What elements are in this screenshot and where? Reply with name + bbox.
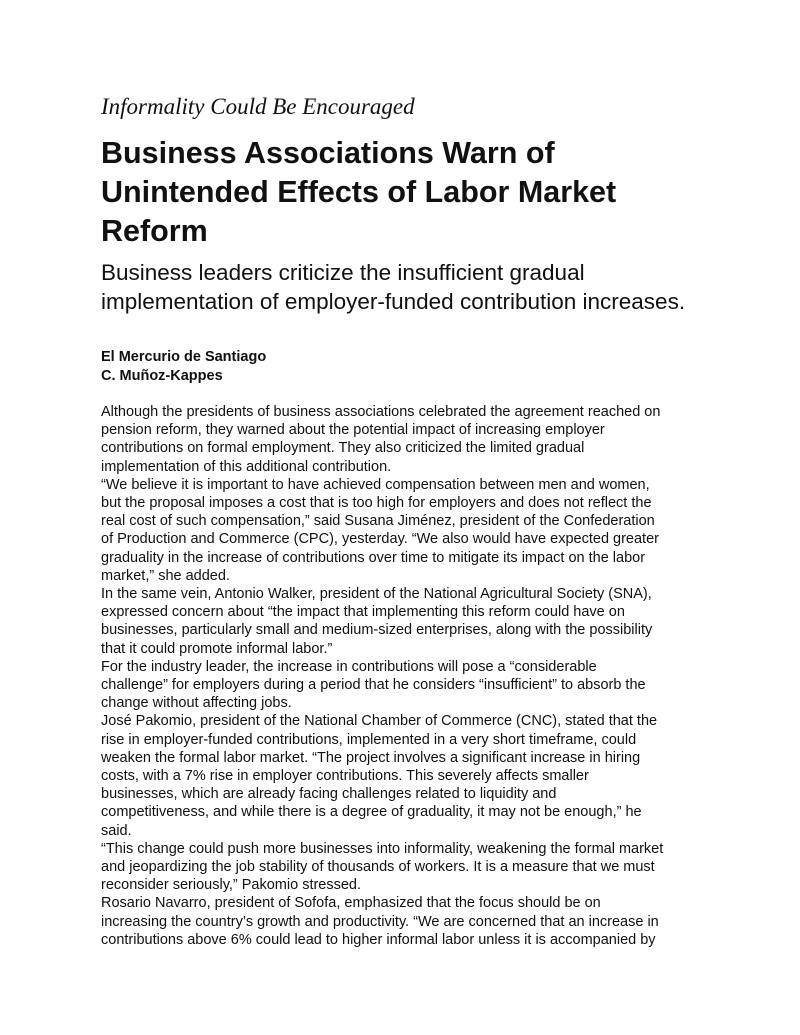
article-body [101,403,705,949]
body-line: businesses, which are already facing challenges related to liquidity and [101,786,557,803]
body-line: graduality in the increase of contributions over time to mitigate its impact on the labor [101,549,646,566]
subheadline-line: implementation of employer-funded contribution increases. [101,289,686,314]
body-line: real cost of such compensation,” said Susana Jiménez, president of the Confederation [101,513,655,530]
body-line: pension reform, they warned about the potential impact of increasing employer [101,422,605,439]
article-subheadline [101,258,711,316]
body-line: costs, with a 7% rise in employer contributions. This severely affects smaller [101,768,589,785]
body-line: but the proposal imposes a cost that is too high for employers and does not reflect the [101,495,652,512]
body-line: In the same vein, Antonio Walker, president of the National Agricultural Society (SNA), [101,586,652,603]
body-line: reconsider seriously,” Pakomio stressed. [101,877,362,894]
body-line: said. [101,822,132,839]
headline-line: Business Associations Warn of [101,136,555,170]
body-line: weaken the formal labor market. “The project involves a significant increase in hiring [101,749,641,766]
body-line: rise in employer-funded contributions, implemented in a very short timeframe, could [101,731,637,748]
body-line: of Production and Commerce (CPC), yesterday. “We also would have expected greater [101,531,659,548]
body-line: market,” she added. [101,567,230,584]
article-byline [101,348,266,386]
body-line: competitiveness, and while there is a degree of graduality, it may not be enough,” he [101,804,642,821]
body-line: José Pakomio, president of the National Chamber of Commerce (CNC), stated that the [101,713,658,730]
body-line: Rosario Navarro, president of Sofofa, emphasized that the focus should be on [101,895,601,912]
body-line: contributions above 6% could lead to higher informal labor unless it is accompanied by [101,931,656,948]
body-line: “This change could push more businesses into informality, weakening the formal market [101,840,664,857]
article-kicker: Informality Could Be Encouraged [101,94,415,119]
body-line: contributions on formal employment. They also criticized the limited gradual [101,440,585,457]
body-line: implementation of this additional contribution. [101,458,392,475]
headline-line: Reform [101,214,208,248]
author-name: C. Muñoz-Kappes [101,368,223,384]
article-headline [101,134,705,251]
body-line: increasing the country’s growth and productivity. “We are concerned that an increase in [101,913,659,930]
subheadline-line: Business leaders criticize the insufficient gradual [101,260,585,285]
body-line: expressed concern about “the impact that implementing this reform could have on [101,604,625,621]
body-line: challenge” for employers during a period that he considers “insufficient” to absorb the [101,677,646,694]
source-name: El Mercurio de Santiago [101,349,267,365]
body-line: For the industry leader, the increase in contributions will pose a “considerable [101,658,597,675]
body-line: and jeopardizing the job stability of thousands of workers. It is a measure that we must [101,859,655,876]
body-line: change without affecting jobs. [101,695,292,712]
headline-line: Unintended Effects of Labor Market [101,175,617,209]
body-line: “We believe it is important to have achieved compensation between men and women, [101,476,650,493]
body-line: Although the presidents of business associations celebrated the agreement reached on [101,404,661,420]
body-line: businesses, particularly small and medium-sized enterprises, along with the possibility [101,622,653,639]
body-line: that it could promote informal labor.” [101,640,333,657]
